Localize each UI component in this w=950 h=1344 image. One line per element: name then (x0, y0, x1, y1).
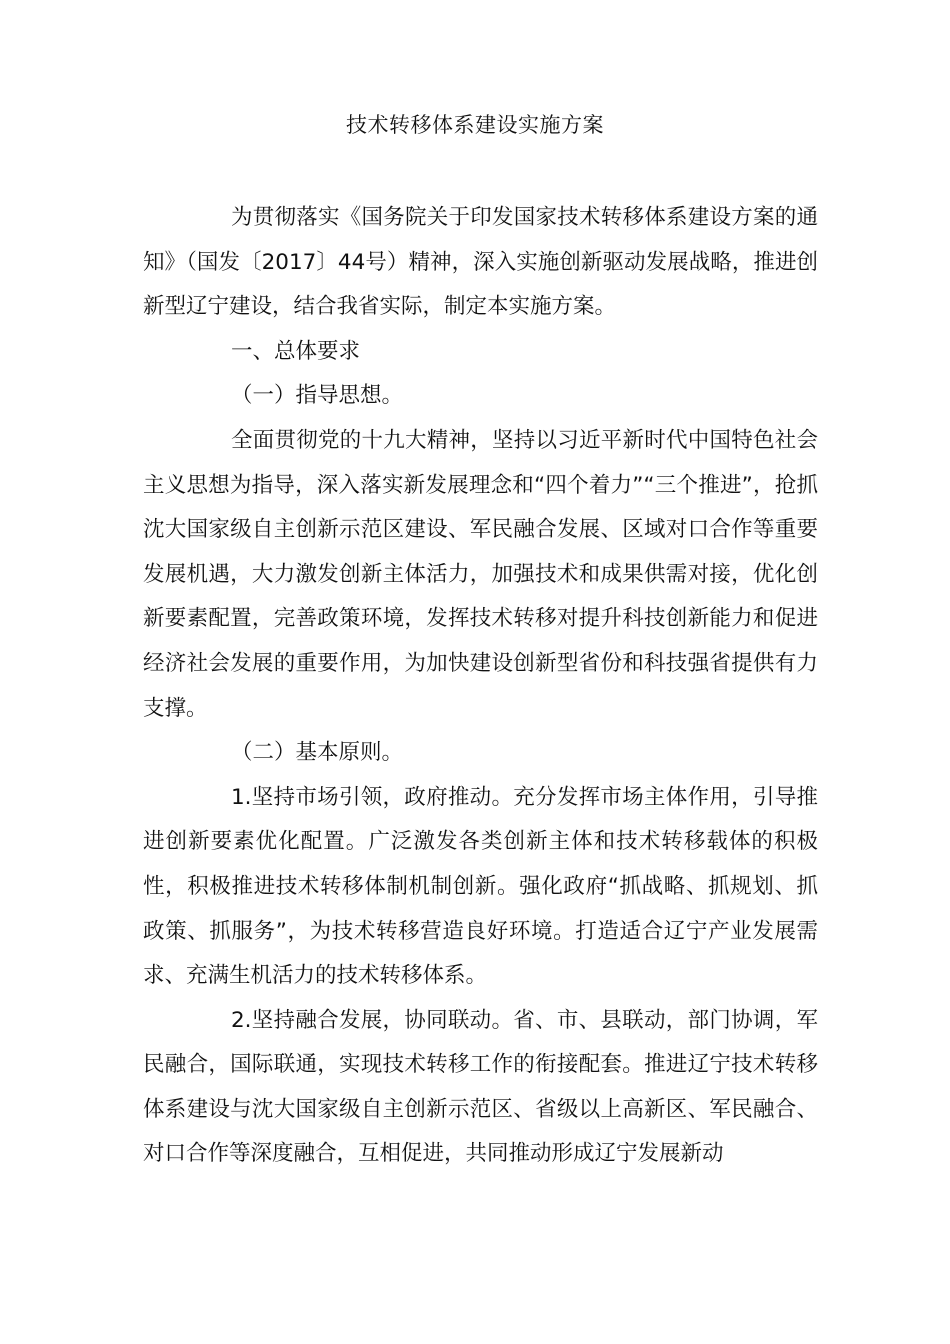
document-body (143, 196, 818, 1177)
subsection-heading-guiding-ideology: （一）指导思想。 (231, 383, 404, 409)
paragraph-principle-1: 1.坚持市场引领，政府推动。充分发挥市场主体作用，引导推进创新要素优化配置。广泛激发各类创新主体和技术转移载体的积极性，积极推进技术转移体制机制创新。强化政府“抓战略、抓规划、抓政策、抓服务”，为技术转移营造良好环境。打造适合辽宁产业发展需求、充满生机活力的技术转移体系。 (143, 784, 818, 989)
document-title: 技术转移体系建设实施方案 (346, 113, 604, 137)
subsection-heading-basic-principles: （二）基本原则。 (231, 740, 404, 766)
section-heading-general-requirements: 一、总体要求 (231, 338, 361, 364)
paragraph-intro: 为贯彻落实《国务院关于印发国家技术转移体系建设方案的通知》（国发〔2017〕44号）精神，深入实施创新驱动发展战略，推进创新型辽宁建设，结合我省实际，制定本实施方案。 (143, 205, 818, 320)
paragraph-guiding-ideology: 全面贯彻党的十九大精神，坚持以习近平新时代中国特色社会主义思想为指导，深入落实新发展理念和“四个着力”“三个推进”，抢抓沈大国家级自主创新示范区建设、军民融合发展、区域对口合作等重要发展机遇，大力激发创新主体活力，加强技术和成果供需对接，优化创新要素配置，完善政策环境，发挥技术转移对提升科技创新能力和促进经济社会发展的重要作用，为加快建设创新型省份和科技强省提供有力支撑。 (143, 427, 818, 721)
paragraph-principle-2: 2.坚持融合发展，协同联动。省、市、县联动，部门协调，军民融合，国际联通，实现技术转移工作的衔接配套。推进辽宁技术转移体系建设与沈大国家级自主创新示范区、省级以上高新区、军民融合、对口合作等深度融合，互相促进，共同推动形成辽宁发展新动 (143, 1007, 818, 1167)
